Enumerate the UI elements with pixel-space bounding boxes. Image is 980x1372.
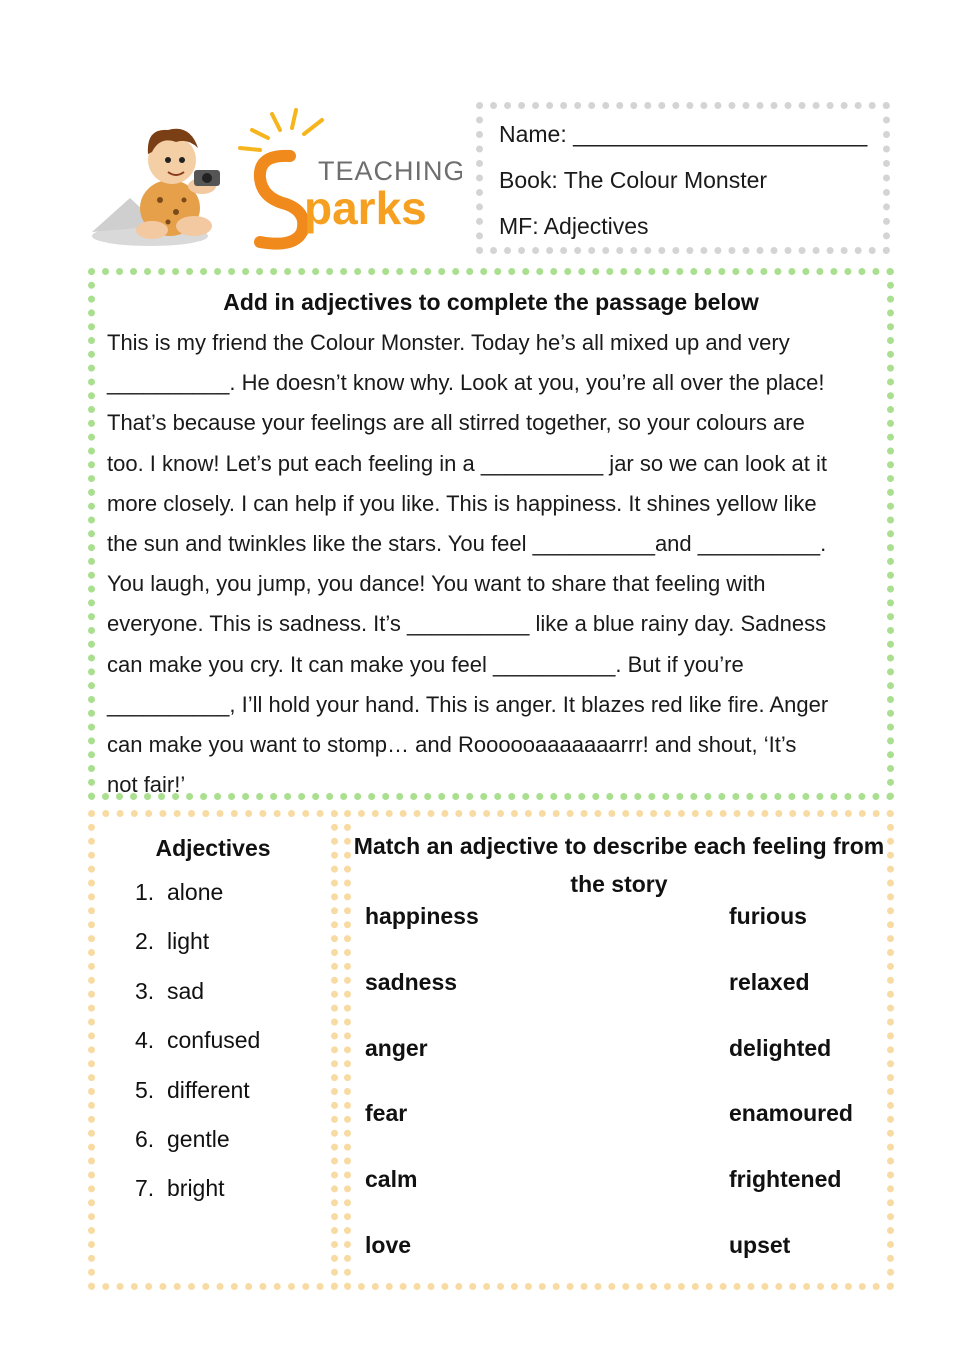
match-adjective-item[interactable]: relaxed xyxy=(729,968,810,995)
list-item: 2. light xyxy=(135,928,210,955)
feeling-item[interactable]: calm xyxy=(365,1166,418,1193)
feelings-column xyxy=(365,903,479,1298)
adjective-word: gentle xyxy=(167,1125,230,1152)
list-item: 7. bright xyxy=(135,1175,225,1202)
feeling-item[interactable]: sadness xyxy=(365,968,458,995)
matching-title: Match an adjective to describe each feeling from the story xyxy=(353,833,885,897)
list-item: 6. gentle xyxy=(135,1125,230,1152)
list-item: 3. sad xyxy=(135,977,205,1004)
list-item: 1. alone xyxy=(135,879,224,905)
teaching-sparks-logo xyxy=(90,108,462,256)
match-adjectives-column xyxy=(729,903,853,1298)
match-adjective-item[interactable]: upset xyxy=(729,1231,791,1258)
logo-word-bottom: parks xyxy=(304,182,427,234)
feeling-item[interactable]: fear xyxy=(365,1100,408,1127)
adjectives-list xyxy=(135,879,260,1225)
match-adjective-item[interactable]: frightened xyxy=(729,1166,842,1193)
name-line[interactable]: Name: _______________________ xyxy=(499,121,868,147)
book-line: Book: The Colour Monster xyxy=(499,167,768,193)
logo-word-top: TEACHING xyxy=(318,156,462,186)
adjective-word: alone xyxy=(167,879,224,905)
passage-text[interactable]: This is my friend the Colour Monster. Today he’s all mixed up and very __________. He doesn’t know why. Look at you, you’re all over the place! That’s because your feelings are all stirred together, so your colours are too. I know! Let’s put each feeling in a __________ jar so we can look at it more closely. I can help if you like. This is happiness. It shines yellow like the sun and twinkles like the stars. You feel __________and __________. You laugh, you jump, you dance! You want to share that feeling with everyone. This is sadness. It’s __________ like a blue rainy day. Sadness can make you cry. It can make you feel __________. But if you’re __________, I’ll hold your hand. This is anger. It blazes red like fire. Anger can make you want to stomp… and Roooooaaaaaaarrr! and shout, ‘It’s not fair!’ xyxy=(107,330,829,798)
feeling-item[interactable]: happiness xyxy=(365,903,479,929)
adjective-word: confused xyxy=(167,1027,261,1054)
mf-line: MF: Adjectives xyxy=(499,213,649,239)
adjective-word: bright xyxy=(167,1175,225,1202)
matching-box xyxy=(344,810,894,1290)
adjectives-box xyxy=(88,810,338,1290)
passage-title: Add in adjectives to complete the passage below xyxy=(223,289,759,315)
passage-box xyxy=(88,268,894,800)
feeling-item[interactable]: anger xyxy=(365,1034,428,1061)
adjective-word: light xyxy=(167,928,210,955)
adjective-word: different xyxy=(167,1076,250,1103)
adjective-word: sad xyxy=(167,977,205,1004)
feeling-item[interactable]: love xyxy=(365,1231,412,1258)
match-adjective-item[interactable]: furious xyxy=(729,903,807,929)
list-item: 5. different xyxy=(135,1076,250,1103)
caveman-mascot-icon xyxy=(90,108,462,256)
student-info-box xyxy=(476,102,890,254)
list-item: 4. confused xyxy=(135,1027,261,1054)
match-adjective-item[interactable]: enamoured xyxy=(729,1100,853,1127)
adjectives-title: Adjectives xyxy=(155,835,271,861)
match-adjective-item[interactable]: delighted xyxy=(729,1034,832,1061)
